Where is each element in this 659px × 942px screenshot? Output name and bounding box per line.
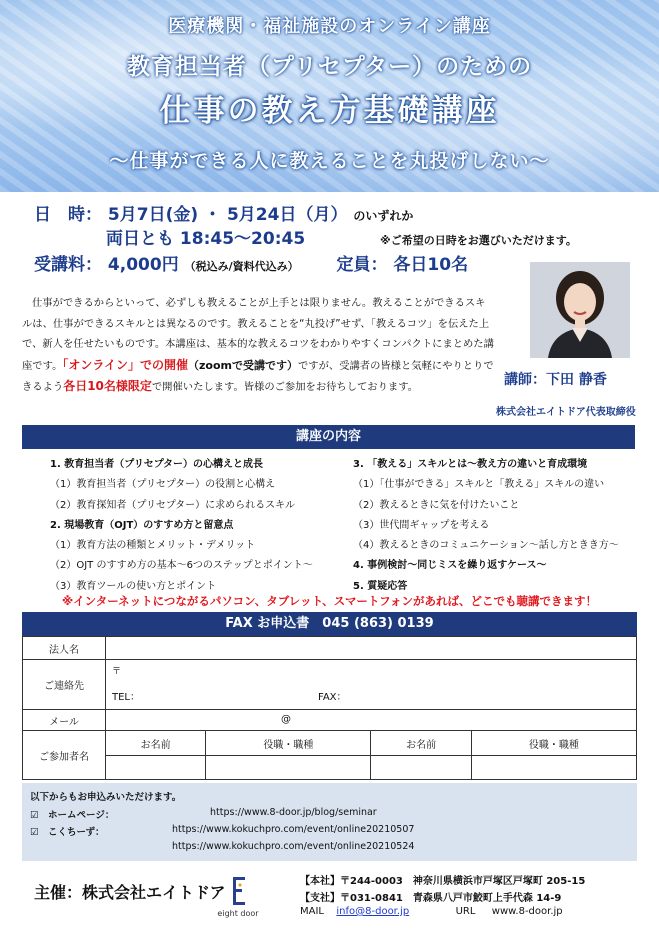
hq-address: 【本社】〒244-0003 神奈川県横浜市戸塚区戸塚町 205-15 — [300, 876, 586, 887]
course-list-right — [353, 455, 619, 597]
contact-field[interactable] — [106, 660, 637, 710]
participant-title-1[interactable] — [206, 756, 371, 780]
kokuchi-link-2[interactable]: https://www.kokuchpro.com/event/online20210524 — [172, 841, 415, 852]
course-item: 1. 教育担当者（プリセプター）の心構えと成長 — [50, 459, 264, 470]
date-label: 日 時： — [34, 205, 102, 225]
course-item: （1）教育担当者（プリセプター）の役割と心構え — [50, 479, 276, 491]
participants-label: ご参加者名 — [23, 731, 106, 780]
header-subtitle: 医療機関・福祉施設のオンライン講座 — [168, 16, 491, 37]
course-item: （3）世代間ギャップを考える — [353, 519, 490, 531]
intro-paragraph — [22, 293, 494, 398]
date-line — [34, 200, 413, 225]
intro-limit: 各日10名様限定 — [63, 379, 152, 393]
eight-door-logo — [213, 873, 263, 923]
lecturer-photo — [530, 262, 630, 358]
mail-label: MAIL — [300, 906, 324, 917]
mail-label: メール — [23, 710, 106, 731]
corp-name-field[interactable] — [106, 637, 637, 660]
course-item: （1）教育方法の種類とメリット・デメリット — [50, 540, 256, 552]
lecturer-role: 株式会社エイトドア代表取締役 — [496, 407, 636, 418]
col-title-2: 役職・職種 — [471, 731, 636, 756]
online-apply-box — [22, 783, 637, 861]
course-item: 4. 事例検討～同じミスを繰り返すケース～ — [353, 560, 547, 572]
header-banner — [0, 0, 659, 192]
header-target: 教育担当者（プリセプター）のための — [126, 54, 533, 80]
intro-online: 「オンライン」での開催 — [62, 357, 189, 372]
col-name-2: お名前 — [371, 731, 471, 756]
intro-text-3: で開催いたします。皆様のご参加をお待ちしております。 — [151, 381, 418, 393]
course-heading: 講座の内容 — [22, 425, 635, 449]
participant-name-1[interactable] — [106, 756, 206, 780]
header-tagline: ～仕事ができる人に教えることを丸投げしない～ — [109, 150, 550, 172]
url-label: URL — [455, 906, 476, 917]
date-separator: ・ — [204, 205, 222, 225]
page-title: 仕事の教え方基礎講座 — [159, 93, 500, 129]
course-item: （2）教えるときに気を付けたいこと — [353, 499, 520, 511]
mail-line — [300, 906, 563, 917]
col-name-1: お名前 — [106, 731, 206, 756]
course-item: 2. 現場教育（OJT）のすすめ方と留意点 — [50, 519, 234, 531]
course-list-left — [50, 455, 313, 597]
date-suffix: のいずれか — [353, 209, 414, 223]
corp-name-label: 法人名 — [23, 637, 106, 660]
internet-notice: ※インターネットにつながるパソコン、タブレット、スマートフォンがあれば、どこでも聴講できます！ — [62, 594, 597, 608]
fax-form-table — [22, 636, 637, 780]
host-organizer: 主催：株式会社エイトドア — [34, 883, 226, 902]
date-2: 5月24日（月） — [226, 205, 348, 225]
capacity-label: 定員： — [336, 255, 388, 275]
fax-form-heading: FAX お申込書 045 (863) 0139 — [22, 612, 637, 636]
kokuchi-label: ☑ こくちーず： — [30, 827, 105, 838]
branch-address: 【支社】〒031-0841 青森県八戸市鮫町上手代森 14-9 — [300, 893, 562, 904]
course-item: 5. 質疑応答 — [353, 580, 408, 592]
mail-field[interactable] — [106, 710, 637, 731]
course-item: （3）教育ツールの使い方とポイント — [50, 580, 217, 592]
course-item: （4）教えるときのコミュニケーション～話し方ときき方～ — [353, 540, 619, 552]
intro-text-2: ですが、受講者の皆様と気軽にやりとりできるよう — [22, 359, 494, 393]
kokuchi-link-1[interactable]: https://www.kokuchpro.com/event/online20210507 — [172, 824, 415, 835]
fee-label: 受講料： — [34, 255, 102, 275]
intro-text-1: 仕事ができるからといって、必ずしも教えることが上手とは限りません。教えることができるスキルは、仕事ができるスキルとは異なるのです。教えることを“丸投げ”せず、「教えるコツ」を伝えた上で、新人を任せたいものです。本講座は、基本的な教えるコツをわかりやすくコンパクトにまとめた講座です。 — [22, 297, 494, 372]
capacity-value: 各日10名 — [393, 255, 469, 275]
col-title-1: 役職・職種 — [206, 731, 371, 756]
zip-mark: 〒 — [112, 667, 122, 677]
course-item: （2）OJT のすすめ方の基本～6つのステップとポイント～ — [50, 560, 313, 572]
participant-title-2[interactable] — [471, 756, 636, 780]
date-1: 5月7日(金) — [107, 205, 199, 225]
fax-label: FAX： — [318, 692, 347, 703]
homepage-link[interactable]: https://www.8-door.jp/blog/seminar — [210, 807, 377, 818]
at-mark: @ — [281, 714, 291, 725]
tel-label: TEL： — [112, 692, 140, 703]
course-item: 3. 「教える」スキルとは～教え方の違いと育成環境 — [353, 459, 588, 470]
contact-label: ご連絡先 — [23, 660, 106, 710]
date-note: ※ご希望の日時をお選びいただけます。 — [380, 234, 577, 247]
intro-zoom: （zoomで受講です） — [188, 358, 299, 372]
mail-link[interactable]: info@8-door.jp — [336, 906, 410, 917]
time-line: 両日とも 18:45～20:45 — [106, 229, 306, 249]
course-item: （2）教育探知者（プリセプター）に求められるスキル — [50, 499, 296, 511]
apply-title: 以下からもお申込みいただけます。 — [30, 792, 182, 803]
logo-text: eight door — [217, 909, 259, 918]
fee-note: （税込み/資料代込み） — [184, 260, 299, 273]
participant-name-2[interactable] — [371, 756, 471, 780]
homepage-label: ☑ ホームページ： — [30, 810, 115, 821]
course-item: （1）「仕事ができる」スキルと「教える」スキルの違い — [353, 479, 605, 491]
fee-value: 4,000円 — [107, 255, 179, 275]
lecturer-portrait-icon — [530, 262, 630, 358]
fee-line — [34, 250, 468, 275]
url-link[interactable]: www.8-door.jp — [491, 906, 563, 917]
door-logo-icon — [213, 873, 263, 909]
lecturer-name: 講師：下田 静香 — [504, 372, 607, 388]
